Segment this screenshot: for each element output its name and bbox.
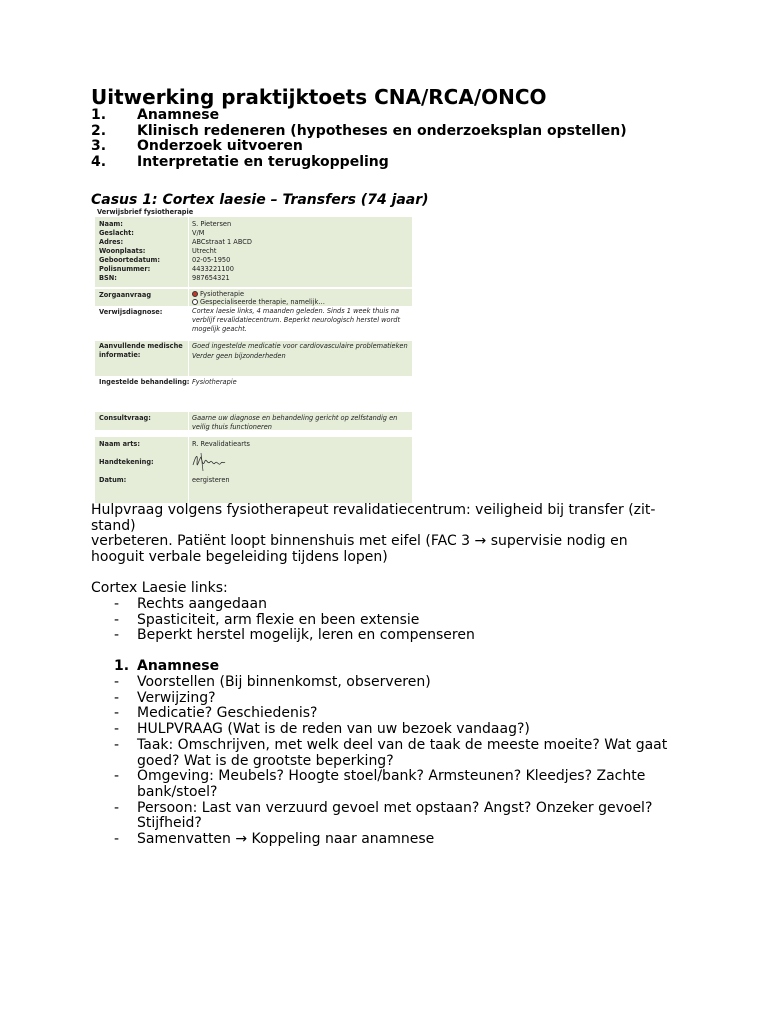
list-item-text: Taak: Omschrijven, met welk deel van de taak de meeste moeite? Wat gaat goed? Wat is de grootste beperking? <box>137 736 668 769</box>
zorgaanvraag-option <box>192 290 244 298</box>
diagnose-label: Verwijsdiagnose: <box>99 308 163 316</box>
step-number: 2. <box>91 122 107 139</box>
list-item-text: Verwijzing? <box>137 689 216 706</box>
medisch-value: Goed ingestelde medicatie voor cardiovasculaire problematieken <box>192 342 408 350</box>
step-item <box>91 155 691 171</box>
bullet-dash: - <box>114 721 120 738</box>
hulpvraag-paragraph <box>91 503 691 566</box>
step-item <box>91 124 691 140</box>
behandeling-value: Fysiotherapie <box>192 378 237 386</box>
steps-list <box>91 108 691 171</box>
form-value: Utrecht <box>192 247 217 255</box>
arts-band <box>95 437 412 503</box>
bullet-dash: - <box>114 768 120 785</box>
bullet-dash: - <box>114 596 120 612</box>
option-label: Gespecialiseerde therapie, namelijk… <box>200 298 325 306</box>
form-label: BSN: <box>99 274 117 282</box>
list-item <box>91 801 681 832</box>
list-item <box>91 691 681 707</box>
list-item-text: Omgeving: Meubels? Hoogte stoel/bank? Armsteunen? Kleedjes? Zachte bank/stoel? <box>137 768 646 800</box>
datum-label: Datum: <box>99 476 127 484</box>
list-item-text: HULPVRAAG (Wat is de reden van uw bezoek vandaag?) <box>137 721 530 738</box>
form-value: 987654321 <box>192 274 230 282</box>
form-value: 02-05-1950 <box>192 256 231 264</box>
referral-form <box>95 207 412 503</box>
form-value: ABCstraat 1 ABCD <box>192 238 252 246</box>
list-item-text: Samenvatten → Koppeling naar anamnese <box>137 831 435 848</box>
casus-title: Casus 1: Cortex laesie – Transfers (74 jaar) <box>91 192 429 208</box>
form-label: Geboortedatum: <box>99 256 161 264</box>
step-number: 1. <box>91 107 107 123</box>
medisch-label: Aanvullende medische informatie: <box>99 342 183 359</box>
zorgaanvraag-label: Zorgaanvraag <box>99 291 152 299</box>
radio-empty-icon <box>192 299 198 305</box>
list-item <box>91 722 681 738</box>
form-header: Verwijsbrief fysiotherapie <box>97 208 194 216</box>
bullet-dash: - <box>114 831 120 848</box>
step-text: Anamnese <box>137 107 220 123</box>
form-label: Polisnummer: <box>99 265 151 273</box>
list-item-text: Persoon: Last van verzuurd gevoel met opstaan? Angst? Onzeker gevoel? Stijfheid? <box>137 799 653 832</box>
bullet-dash: - <box>114 799 120 816</box>
step-item <box>91 139 691 155</box>
form-label: Geslacht: <box>99 229 134 237</box>
form-label: Woonplaats: <box>99 247 146 255</box>
form-value: 4433221100 <box>192 265 234 273</box>
form-value: S. Pietersen <box>192 220 232 228</box>
list-item <box>91 628 691 644</box>
list-item <box>91 706 681 722</box>
list-item-text: Spasticiteit, arm flexie en been extensie <box>137 611 420 628</box>
diagnose-value: Cortex laesie links, 4 maanden geleden. Sinds 1 week thuis na verblijf revalidatiecentrum. Beperkt neurologisch herstel wordt mogelijk geacht. <box>192 307 401 333</box>
step-number: 3. <box>91 138 107 155</box>
hulpvraag-line: Hulpvraag volgens fysiotherapeut revalidatiecentrum: veiligheid bij transfer (zit- <box>91 502 656 518</box>
document-title: Uitwerking praktijktoets CNA/RCA/ONCO <box>91 85 547 109</box>
signature-icon <box>191 451 227 473</box>
form-label: Naam: <box>99 220 123 228</box>
option-label: Fysiotherapie <box>200 290 245 298</box>
list-item <box>91 738 681 769</box>
step-number: 4. <box>91 154 107 171</box>
list-item <box>91 597 691 613</box>
list-item-text: Beperkt herstel mogelijk, leren en compenseren <box>137 627 475 644</box>
consult-value: Gaarne uw diagnose en behandeling gericht op zelfstandig en veilig thuis functioneren <box>192 414 398 431</box>
bullet-dash: - <box>114 689 120 706</box>
column-divider <box>188 217 189 503</box>
list-item-text: Medicatie? Geschiedenis? <box>137 705 318 722</box>
datum-value: eergisteren <box>192 476 230 484</box>
cortex-heading: Cortex Laesie links: <box>91 580 228 596</box>
form-value: V/M <box>192 229 205 237</box>
bullet-dash: - <box>114 736 120 753</box>
step-item <box>91 108 691 124</box>
anamnese-number: 1. <box>114 658 130 674</box>
list-item <box>91 613 691 629</box>
form-label: Adres: <box>99 238 124 246</box>
bullet-dash: - <box>114 611 120 628</box>
list-item-text: Voorstellen (Bij binnenkomst, observeren) <box>137 674 431 690</box>
arts-label: Naam arts: <box>99 440 140 448</box>
arts-value: R. Revalidatiearts <box>192 440 250 448</box>
step-text: Klinisch redeneren (hypotheses en onderzoeksplan opstellen) <box>137 122 627 139</box>
anamnese-list <box>91 675 681 848</box>
behandeling-label: Ingestelde behandeling: <box>99 378 190 386</box>
handtekening-label: Handtekening: <box>99 458 154 466</box>
list-item <box>91 675 681 691</box>
zorgaanvraag-option <box>192 298 325 306</box>
bullet-dash: - <box>114 627 120 644</box>
consult-label: Consultvraag: <box>99 414 151 422</box>
radio-filled-icon <box>192 291 198 297</box>
list-item <box>91 832 681 848</box>
anamnese-title: Anamnese <box>137 658 220 674</box>
list-item-text: Rechts aangedaan <box>137 596 267 612</box>
step-text: Onderzoek uitvoeren <box>137 138 303 155</box>
medisch-value: Verder geen bijzonderheden <box>192 352 286 360</box>
bullet-dash: - <box>114 674 120 690</box>
hulpvraag-line: stand) <box>91 517 136 534</box>
cortex-list <box>91 597 691 644</box>
bullet-dash: - <box>114 705 120 722</box>
list-item <box>91 769 681 800</box>
hulpvraag-line: hooguit verbale begeleiding tijdens lopen) <box>91 549 388 566</box>
hulpvraag-line: verbeteren. Patiënt loopt binnenshuis met eifel (FAC 3 → supervisie nodig en <box>91 533 628 550</box>
step-text: Interpretatie en terugkoppeling <box>137 154 389 171</box>
